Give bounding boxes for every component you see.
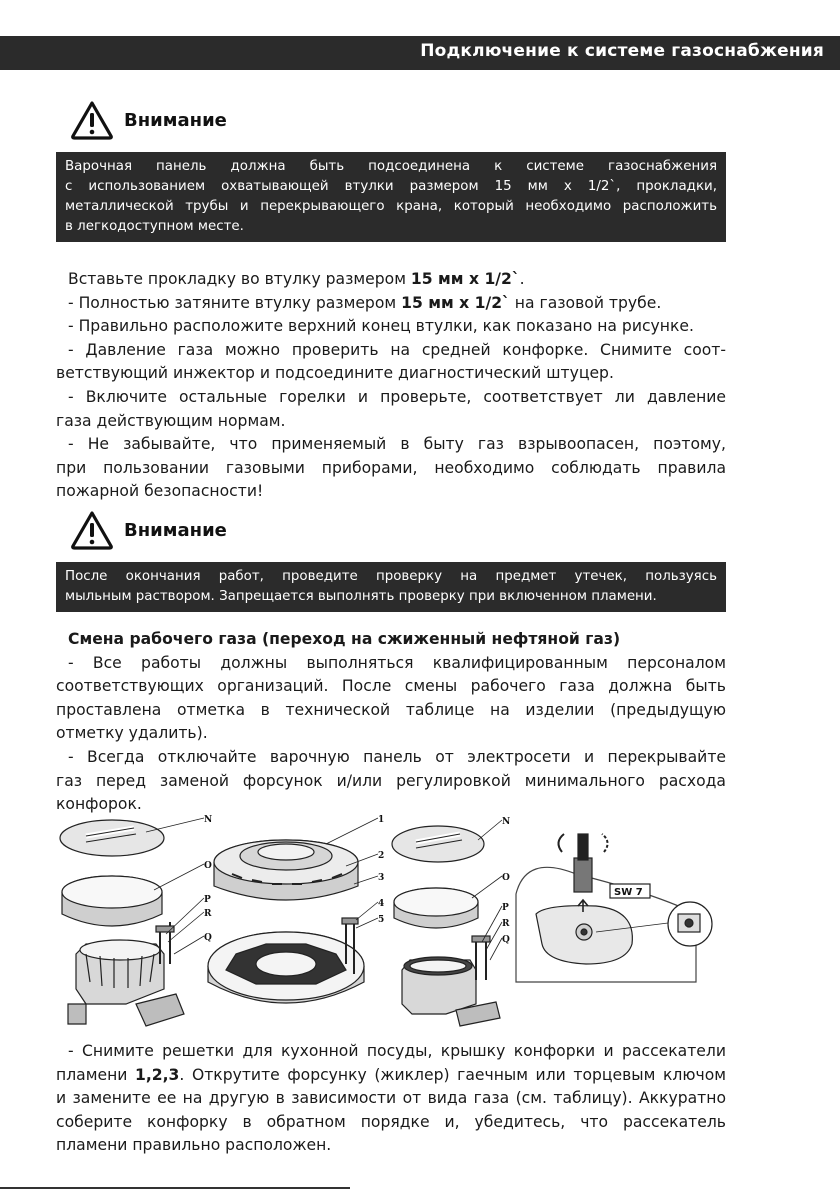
warning-heading (70, 100, 227, 140)
footer-rule (0, 1187, 350, 1189)
notice-box (56, 152, 726, 242)
gas-change-section (56, 628, 726, 817)
label-q-right: Q (502, 935, 510, 945)
instruction-item: - Полностью затяните втулку размером 15 мм х 1/2` на газовой трубе. (68, 293, 662, 312)
instruction-item: пожарной безопасности! (56, 482, 264, 501)
label-r-right: R (502, 919, 510, 929)
label-p-right: P (502, 903, 509, 913)
label-5: 5 (378, 915, 385, 925)
label-n-left: N (204, 815, 213, 825)
label-r-left: R (204, 909, 212, 919)
notice-line: Варочная панель должна быть подсоединена к системе газоснабжения (65, 159, 717, 174)
warning-heading (70, 510, 227, 550)
warning-icon (70, 510, 114, 550)
burner-cap-right (392, 826, 484, 862)
burner-body-right (402, 936, 500, 1026)
instruction-item: - Включите остальные горелки и проверьте, соответствует ли давление (68, 387, 726, 406)
burner-top-middle (214, 840, 358, 900)
notice-box (56, 562, 726, 612)
notice-line: металлической трубы и перекрывающего крана, который необходимо расположить (65, 199, 717, 214)
label-3: 3 (378, 873, 385, 883)
label-n-right: N (502, 817, 511, 827)
label-p-left: P (204, 895, 211, 905)
paragraph-line: пламени 1,2,3. Открутите форсунку (жиклер) гаечным или торцевым ключом (56, 1065, 726, 1084)
instruction-item: Вставьте прокладку во втулку размером 15 мм х 1/2`. (68, 270, 525, 288)
paragraph-line: конфорок. (56, 795, 142, 814)
notice-line: После окончания работ, проведите проверку на предмет утечек, пользуясь (65, 569, 717, 584)
notice-line: в легкодоступном месте. (65, 219, 244, 234)
paragraph-line: - Всегда отключайте варочную панель от электросети и перекрывайте (68, 747, 726, 766)
burner-cap-left (60, 820, 164, 856)
connection-instructions (56, 268, 726, 504)
label-o-right: O (502, 873, 510, 883)
final-instructions (56, 1040, 726, 1158)
instruction-item: при пользовании газовыми приборами, необходимо соблюдать правила (56, 458, 726, 477)
warning-label: Внимание (124, 519, 227, 541)
paragraph-line: газ перед заменой форсунок и/или регулировкой минимального расхода (56, 771, 726, 790)
paragraph-line: пламени правильно расположен. (56, 1136, 332, 1155)
instruction-item: газа действующим нормам. (56, 411, 286, 430)
instruction-item: ветствующий инжектор и подсоедините диагностический штуцер. (56, 364, 614, 383)
paragraph-line: отметку удалить). (56, 724, 208, 743)
section-heading: Смена рабочего газа (переход на сжиженный нефтяной газ) (68, 630, 621, 648)
flame-spreader-right (394, 888, 478, 928)
wrench-size-label: SW 7 (614, 887, 643, 898)
paragraph-line: соответствующих организаций. После смены рабочего газа должна быть (56, 677, 726, 696)
header-bar (0, 36, 840, 70)
paragraph-line: - Все работы должны выполняться квалифицированным персоналом (68, 653, 726, 672)
warning-icon (70, 100, 114, 140)
burner-body-left (68, 922, 184, 1026)
label-1: 1 (378, 815, 385, 825)
label-q-left: Q (204, 933, 212, 943)
notice-line: мыльным раствором. Запрещается выполнять проверку при включенном пламени. (65, 589, 657, 604)
flame-spreader-left (62, 876, 162, 926)
notice-line: с использованием охватывающей втулки размером 15 мм х 1/2`, прокладки, (65, 179, 717, 194)
instruction-item: - Давление газа можно проверить на средней конфорке. Снимите соот- (68, 340, 726, 359)
burner-base-middle (208, 918, 364, 1003)
paragraph-line: и замените ее на другую в зависимости от вида газа (см. таблицу). Аккуратно (56, 1089, 726, 1108)
instruction-item: - Не забывайте, что применяемый в быту газ взрывоопасен, поэтому, (68, 435, 726, 454)
paragraph-line: проставлена отметка в технической таблице на изделии (предыдущую (56, 700, 726, 719)
warning-label: Внимание (124, 109, 227, 131)
burner-diagram (56, 814, 726, 1036)
injector-detail (516, 834, 712, 982)
instruction-item: - Правильно расположите верхний конец втулки, как показано на рисунке. (68, 317, 694, 336)
label-o-left: O (204, 861, 212, 871)
label-2: 2 (378, 851, 385, 861)
page-title: Подключение к системе газоснабжения (420, 41, 824, 61)
label-4: 4 (378, 899, 385, 909)
paragraph-line: - Снимите решетки для кухонной посуды, крышку конфорки и рассекатели (68, 1042, 726, 1060)
paragraph-line: соберите конфорку в обратном порядке и, убедитесь, что рассекатель (56, 1112, 726, 1131)
